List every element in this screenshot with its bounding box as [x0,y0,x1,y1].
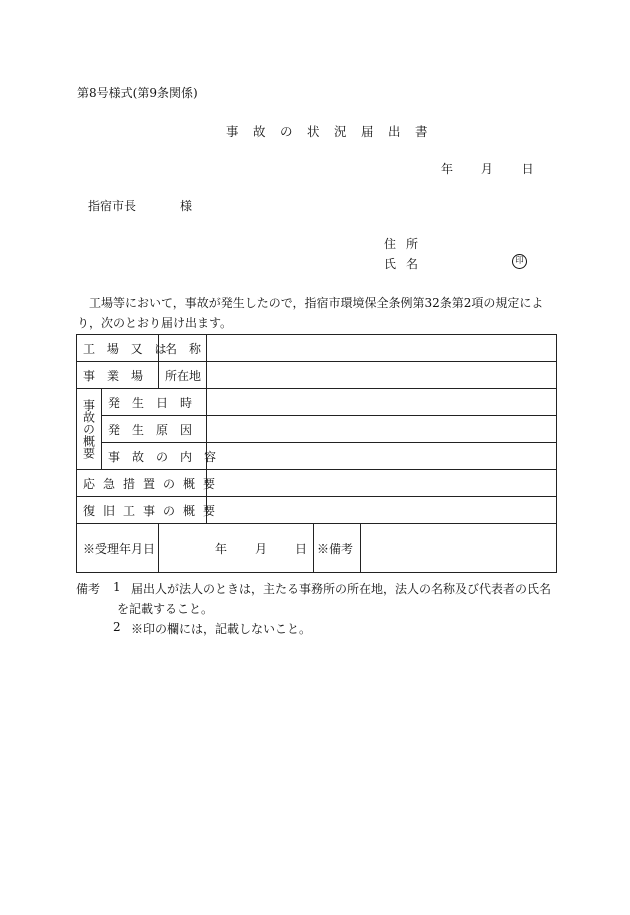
occurrence-cause-label: 発 生 原 因 [102,416,207,443]
sender-name [384,255,430,272]
occurrence-cause-value-cell[interactable] [207,416,557,443]
accident-details-value-cell[interactable] [207,443,557,470]
emergency-measures-label: 応急措置の概要 [77,470,207,497]
sender-name-label: 氏名 [384,257,429,271]
table-row [77,470,557,497]
note-2-number: 2 [113,620,121,634]
table-row [77,416,557,443]
note-2-text-line1: ※印の欄には，記載しないこと。 [131,622,312,636]
reception-year-label: 年 [214,541,227,556]
reception-month-label: 月 [254,541,267,556]
restoration-work-value-cell[interactable] [207,497,557,524]
date-line [441,160,534,177]
note-1-text-line1: 届出人が法人のときは，主たる事務所の所在地，法人の名称及び代表者の氏名 [131,582,552,596]
sender-address-label: 住所 [384,237,429,251]
form-number: 第8号様式(第9条関係) [77,86,198,100]
name-value-cell[interactable] [207,335,557,362]
note-1-number: 1 [113,580,121,594]
addressee-honorific: 様 [180,199,193,213]
table-row [77,335,557,362]
table-row [77,524,557,573]
name-label: 名 称 [159,335,207,362]
location-label: 所在地 [159,362,207,389]
factory-label-2: 事 業 場 [77,362,159,389]
remarks-label: ※備考 [314,524,361,573]
occurrence-datetime-label: 発 生 日 時 [102,389,207,416]
report-table [76,334,557,573]
reception-day-label: 日 [295,541,308,556]
date-day-label: 日 [521,162,534,176]
location-value-cell[interactable] [207,362,557,389]
seal-icon: 印 [512,254,527,269]
date-month-label: 月 [480,162,493,176]
sender-address [384,235,430,252]
notes-label: 備考 [76,582,101,596]
emergency-measures-value-cell[interactable] [207,470,557,497]
remarks-value-cell[interactable] [361,524,557,573]
table-row [77,443,557,470]
reception-date-value [159,524,314,573]
addressee-name: 指宿市長 [88,199,137,213]
occurrence-datetime-value-cell[interactable] [207,389,557,416]
restoration-work-label: 復旧工事の概要 [77,497,207,524]
table-row [77,497,557,524]
factory-label-1: 工 場 又 は [77,335,159,362]
table-row [77,389,557,416]
note-1-text-line2: を記載すること。 [117,602,214,616]
reception-date-label: ※受理年月日 [77,524,159,573]
table-row [77,362,557,389]
document-title: 事故の状況届出書 [226,124,443,139]
date-year-label: 年 [441,162,454,176]
addressee [88,197,192,214]
body-text: 工場等において，事故が発生したので，指宿市環境保全条例第32条第2項の規定により，次のとおり届け出ます。 [77,296,544,330]
accident-details-label: 事 故 の 内 容 [102,443,207,470]
accident-summary-label: 事故の概要 [77,389,102,470]
